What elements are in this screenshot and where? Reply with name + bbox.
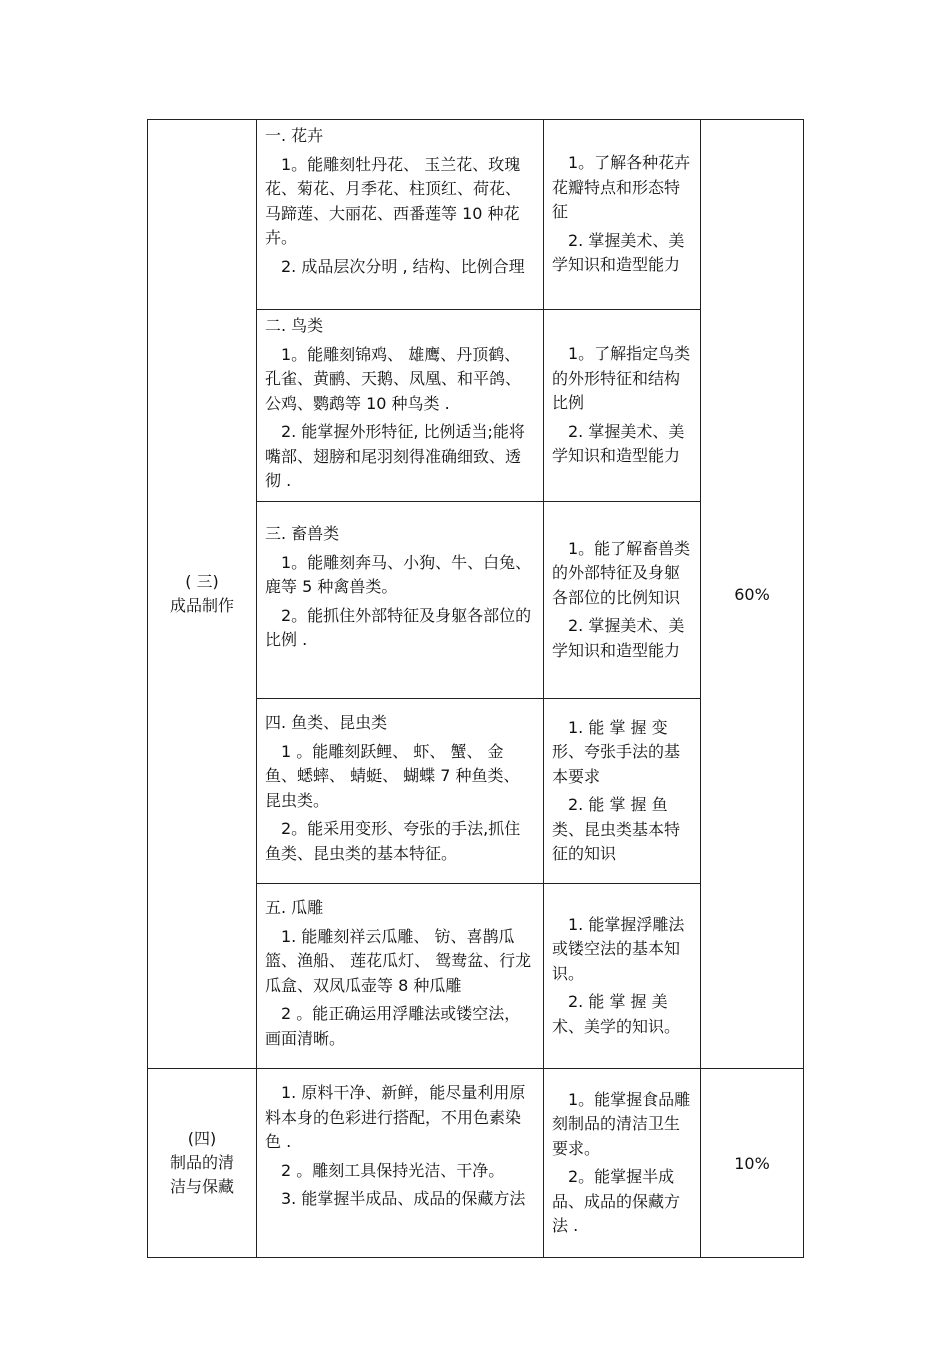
knowledge-item: 2. 能 掌 握 鱼类、昆虫类基本特征的知识 bbox=[552, 795, 681, 863]
section-label-cell bbox=[148, 120, 257, 1069]
content-cell bbox=[257, 310, 544, 502]
section-label-line: 洁与保藏 bbox=[169, 1177, 234, 1196]
knowledge-item: 1。能掌握食品雕刻制品的清洁卫生要求。 bbox=[552, 1089, 691, 1158]
table-row bbox=[148, 1069, 804, 1258]
knowledge-item: 2。能掌握半成品、成品的保藏方法 . bbox=[552, 1167, 681, 1235]
content-cell bbox=[257, 120, 544, 310]
knowledge-item: 2. 掌握美术、美学知识和造型能力 bbox=[552, 230, 685, 275]
knowledge-item: 1. 能掌握浮雕法或镂空法的基本知识。 bbox=[552, 914, 685, 983]
content-item: 1. 能雕刻祥云瓜雕、 钫、喜鹊瓜篮、渔船、 莲花瓜灯、 鸳鸯盆、行龙瓜盒、双凤瓜壶等 8 种瓜雕 bbox=[265, 926, 532, 995]
table-row bbox=[148, 120, 804, 310]
knowledge-item: 2. 能 掌 握 美术、美学的知识。 bbox=[552, 992, 681, 1036]
knowledge-cell bbox=[544, 1069, 701, 1258]
content-item: 1。能雕刻牡丹花、 玉兰花、玫瑰花、菊花、月季花、柱顶红、荷花、马蹄莲、大丽花、西番莲等 10 种花卉。 bbox=[265, 154, 522, 247]
content-item: 1。能雕刻锦鸡、 雄鹰、丹顶鹤、孔雀、黄鹂、天鹅、凤凰、和平鸽、公鸡、鹦鹉等 10 种鸟类 . bbox=[265, 344, 522, 413]
percent-cell: 60% bbox=[701, 120, 804, 1069]
knowledge-item: 2. 掌握美术、美学知识和造型能力 bbox=[552, 616, 685, 660]
content-heading: 三. 畜兽类 bbox=[265, 524, 340, 543]
knowledge-item: 1。能了解畜兽类的外部特征及身躯各部位的比例知识 bbox=[552, 538, 691, 607]
knowledge-item: 2. 掌握美术、美学知识和造型能力 bbox=[552, 421, 685, 466]
section-label-line: ( 三) bbox=[185, 572, 219, 591]
knowledge-cell bbox=[544, 699, 701, 884]
content-heading: 四. 鱼类、昆虫类 bbox=[265, 713, 388, 732]
content-cell bbox=[257, 502, 544, 699]
content-heading: 五. 瓜雕 bbox=[265, 898, 324, 917]
content-item: 1 。能雕刻跃鲤、 虾、 蟹、 金鱼、蟋蟀、 蜻蜓、 蝴蝶 7 种鱼类、昆虫类。 bbox=[265, 741, 520, 810]
content-item: 2。能采用变形、夸张的手法,抓住鱼类、昆虫类的基本特征。 bbox=[265, 819, 521, 863]
content-item: 2. 能掌握外形特征, 比例适当;能将嘴部、翅膀和尾羽刻得准确细致、透彻 . bbox=[265, 422, 525, 490]
skill-table bbox=[147, 119, 804, 1258]
knowledge-item: 1。了解指定鸟类的外形特征和结构比例 bbox=[552, 344, 691, 413]
content-cell bbox=[257, 699, 544, 884]
knowledge-cell bbox=[544, 120, 701, 310]
knowledge-item: 1。了解各种花卉花瓣特点和形态特征 bbox=[552, 153, 691, 222]
knowledge-cell bbox=[544, 310, 701, 502]
content-item: 1. 原料干净、新鲜，能尽量利用原料本身的色彩进行搭配，不用色素染色 . bbox=[265, 1083, 526, 1151]
content-item: 2. 成品层次分明 , 结构、比例合理 bbox=[281, 256, 525, 276]
content-item: 1。能雕刻奔马、小狗、牛、白兔、鹿等 5 种禽兽类。 bbox=[265, 552, 532, 596]
content-item: 3. 能掌握半成品、成品的保藏方法 bbox=[281, 1189, 526, 1208]
section-label-line: (四) bbox=[187, 1129, 217, 1148]
section-label-line: 成品制作 bbox=[169, 596, 234, 615]
content-heading: 一. 花卉 bbox=[265, 126, 324, 145]
knowledge-item: 1. 能 掌 握 变形、夸张手法的基本要求 bbox=[552, 717, 681, 786]
knowledge-cell bbox=[544, 502, 701, 699]
content-item: 2。能抓住外部特征及身躯各部位的比例 . bbox=[265, 605, 532, 649]
percent-cell: 10% bbox=[701, 1069, 804, 1258]
content-heading: 二. 鸟类 bbox=[265, 316, 324, 335]
content-cell bbox=[257, 884, 544, 1069]
content-item: 2 。能正确运用浮雕法或镂空法，画面清晰。 bbox=[265, 1004, 521, 1048]
knowledge-cell bbox=[544, 884, 701, 1069]
section-label-line: 制品的清 bbox=[169, 1153, 234, 1172]
content-cell bbox=[257, 1069, 544, 1258]
section-label-cell bbox=[148, 1069, 257, 1258]
content-item: 2 。雕刻工具保持光洁、干净。 bbox=[281, 1160, 505, 1180]
